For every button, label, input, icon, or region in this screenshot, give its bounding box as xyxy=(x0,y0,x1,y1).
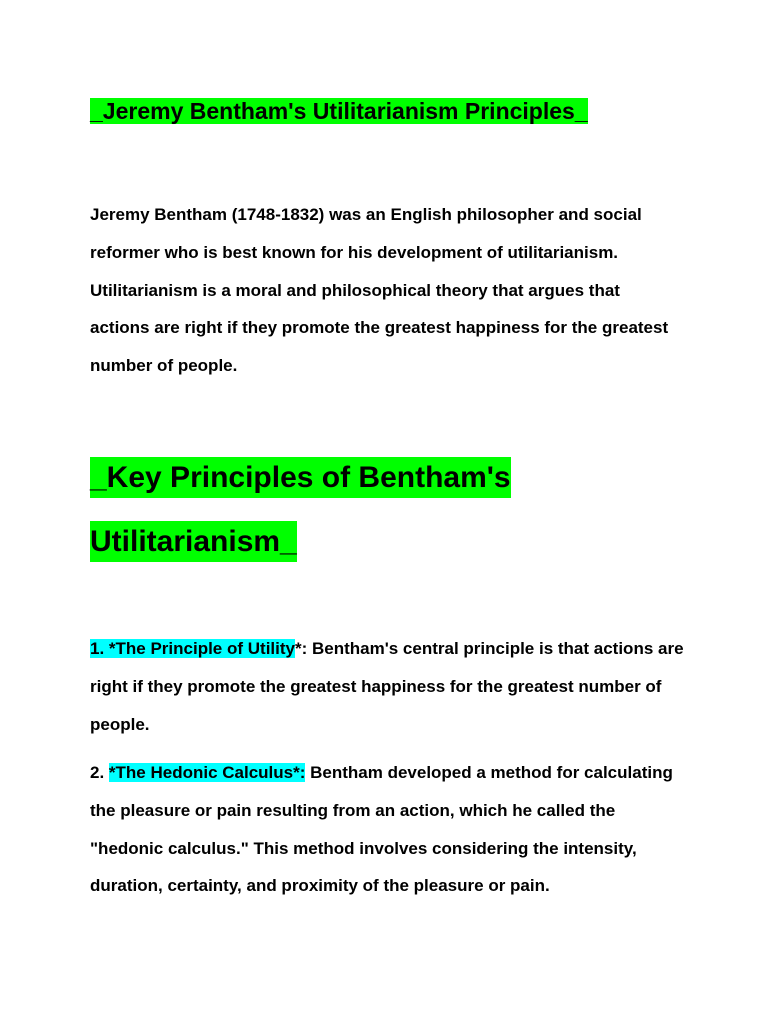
principle-2-body: Bentham developed a method for calculating the pleasure or pain resulting from an action, which he called the "hedonic calculus." This method involves considering the intensity, duration, certainty, and proximity of the pleasure or pain. xyxy=(90,763,673,896)
principle-item-1 xyxy=(90,630,686,743)
title-text: _Jeremy Bentham's Utilitarianism Principles_ xyxy=(90,98,588,124)
intro-paragraph: Jeremy Bentham (1748-1832) was an English philosopher and social reformer who is best known for his development of utilitarianism. Utilitarianism is a moral and philosophical theory that argues that actions are right if they promote the greatest happiness for the greatest number of people. xyxy=(90,205,669,376)
principle-2-number: 2. xyxy=(90,763,109,782)
key-principles-heading xyxy=(90,446,650,574)
principle-1-body: *: Bentham's central principle is that actions are right if they promote the greatest happiness for the greatest number of people. xyxy=(90,639,684,734)
key-heading-line-2: Utilitarianism_ xyxy=(90,521,297,562)
principle-1-lead: 1. *The Principle of Utility xyxy=(90,639,295,658)
principle-item-2 xyxy=(90,754,686,905)
key-heading-line-1: _Key Principles of Bentham's xyxy=(90,457,511,498)
principle-2-lead: *The Hedonic Calculus*: xyxy=(108,763,306,782)
document-title xyxy=(90,92,588,130)
